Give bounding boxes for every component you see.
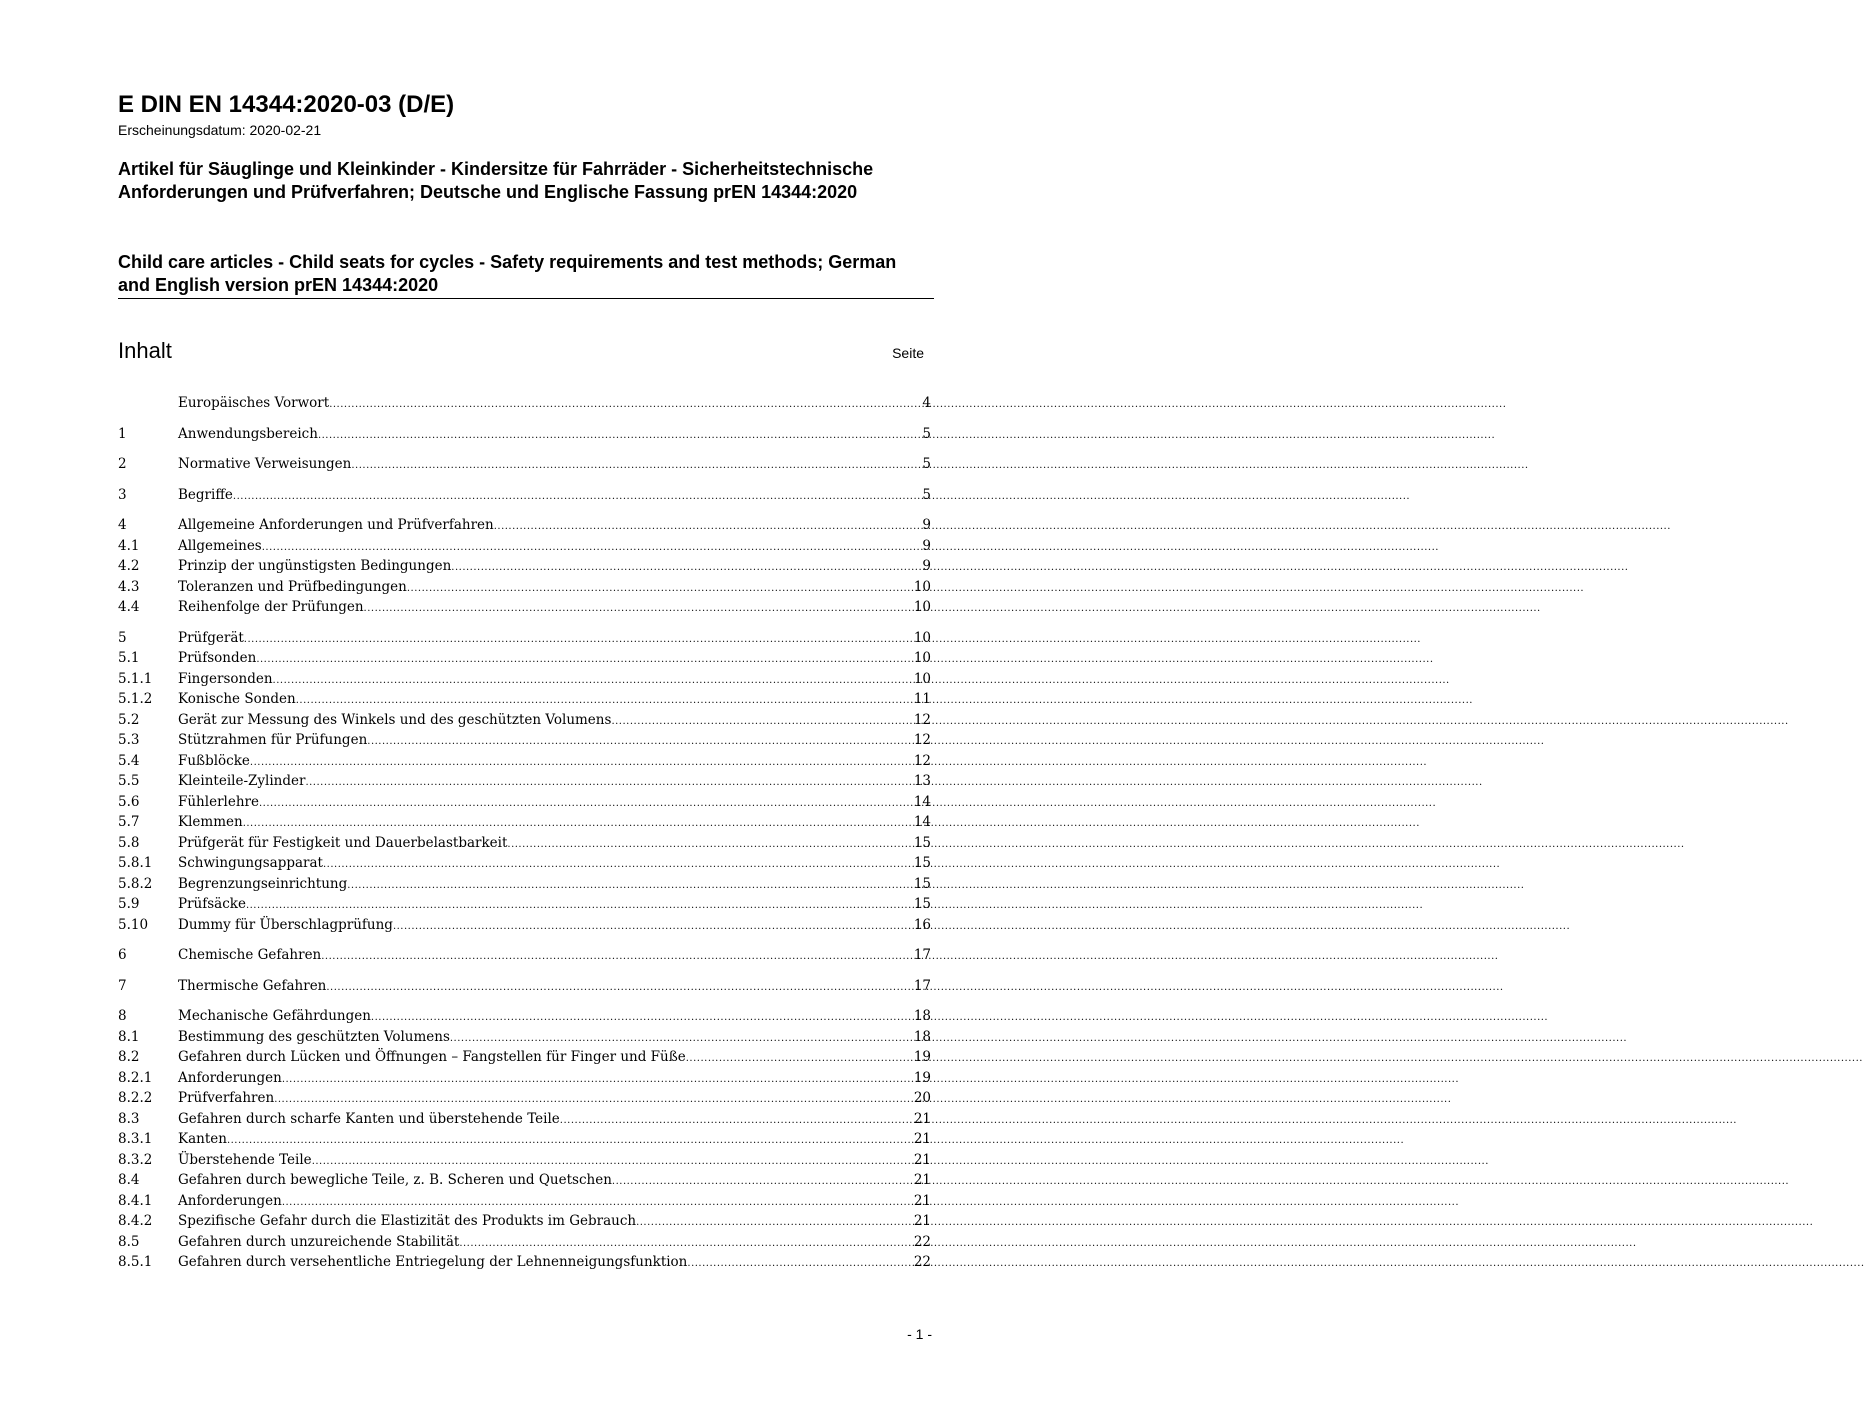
toc-entry-page: 21: [913, 1192, 931, 1209]
toc-entry[interactable]: [118, 454, 931, 475]
toc-entry-number: 5.8.2: [118, 875, 153, 892]
toc-entry-page: 12: [913, 752, 931, 769]
toc-entry[interactable]: [118, 393, 931, 414]
toc-entry[interactable]: [118, 771, 931, 792]
toc-entry-page: 17: [913, 947, 931, 963]
toc-entry-title: Thermische Gefahren: [178, 977, 327, 994]
toc-entry-title: Gefahren durch Lücken und Öffnungen – Fangstellen für Finger und Füße: [178, 1049, 686, 1065]
publication-date: Erscheinungsdatum: 2020-02-21: [118, 122, 322, 138]
toc-leader-dots: [347, 874, 914, 897]
toc-entry-page: 22: [913, 1233, 931, 1250]
toc-entry[interactable]: [118, 485, 931, 506]
toc-entry[interactable]: [118, 1068, 931, 1089]
toc-entry-title: Prinzip der ungünstigsten Bedingungen: [178, 558, 452, 574]
toc-leader-dots: [611, 710, 913, 733]
toc-entry[interactable]: [118, 689, 931, 710]
toc-entry-title: Gefahren durch scharfe Kanten und überstehende Teile: [178, 1110, 560, 1127]
toc-entry-page: 18: [913, 1008, 931, 1024]
toc-leader-dots: [273, 669, 914, 692]
toc-entry[interactable]: [118, 945, 931, 966]
title-english: Child care articles - Child seats for cycles - Safety requirements and test methods; German and English version prEN 14344:2020: [118, 252, 897, 295]
toc-entry[interactable]: [118, 648, 931, 669]
toc-leader-dots: [274, 1088, 914, 1111]
toc-entry-page: 9: [922, 558, 931, 574]
toc-entry-number: 4.3: [118, 578, 140, 595]
toc-entry-title: Gefahren durch bewegliche Teile, z. B. Scheren und Quetschen: [178, 1172, 612, 1188]
toc-entry-title: Toleranzen und Prüfbedingungen: [178, 578, 407, 595]
toc-entry-title: Spezifische Gefahr durch die Elastizität des Produkts im Gebrauch: [178, 1213, 637, 1229]
toc-entry-page: 5: [922, 486, 931, 503]
toc-entry[interactable]: [118, 853, 931, 874]
toc-entry-title: Prüfsonden: [178, 650, 257, 666]
toc-leader-dots: [507, 833, 913, 856]
toc-entry-number: 5.1.2: [118, 691, 153, 707]
toc-entry-page: 13: [913, 773, 931, 789]
toc-leader-dots: [367, 730, 914, 753]
toc-leader-dots: [256, 648, 914, 671]
toc-leader-dots: [407, 577, 914, 600]
toc-entry-number: 8.4.1: [118, 1192, 153, 1209]
toc-entry[interactable]: [118, 556, 931, 577]
toc-entry-title: Dummy für Überschlagprüfung: [178, 916, 393, 933]
toc-entry-page: 15: [913, 875, 931, 892]
toc-entry-title: Konische Sonden: [178, 691, 296, 707]
toc-entry[interactable]: [118, 597, 931, 618]
title-german: Artikel für Säuglinge und Kleinkinder - Kindersitze für Fahrräder - Sicherheitstechnische Anforderungen und Prüfverfahren; Deutsche und Englische Fassung prEN 14344:2020: [118, 159, 874, 202]
toc-leader-dots: [560, 1109, 914, 1132]
toc-entry-title: Mechanische Gefährdungen: [178, 1008, 371, 1024]
toc-leader-dots: [250, 751, 914, 774]
toc-entry-number: 5.8.1: [118, 855, 153, 871]
toc-entry-number: 5.6: [118, 793, 140, 810]
toc-entry[interactable]: [118, 1129, 931, 1150]
toc-entry[interactable]: [118, 874, 931, 895]
toc-entry[interactable]: [118, 628, 931, 649]
toc-entry-page: 5: [922, 456, 931, 472]
toc-entry[interactable]: [118, 710, 931, 731]
toc-entry-title: Anwendungsbereich: [178, 425, 318, 442]
toc-leader-dots: [686, 1047, 914, 1070]
toc-entry-title: Prüfgerät für Festigkeit und Dauerbelastbarkeit: [178, 834, 508, 851]
toc-entry-number: 4: [118, 517, 127, 533]
toc-entry[interactable]: [118, 1211, 931, 1232]
toc-leader-dots: [282, 1191, 914, 1214]
toc-entry[interactable]: [118, 1170, 931, 1191]
toc-entry-title: Kleinteile-Zylinder: [178, 773, 306, 789]
toc-entry[interactable]: [118, 894, 931, 915]
toc-entry-number: 8.5: [118, 1233, 140, 1250]
toc-leader-dots: [371, 1006, 914, 1029]
toc-entry-page: 19: [913, 1069, 931, 1086]
toc-leader-dots: [259, 792, 914, 815]
toc-entry-number: 7: [118, 977, 127, 994]
document-title: E DIN EN 14344:2020-03 (D/E): [118, 91, 455, 118]
toc-entry-page: 14: [913, 814, 931, 830]
toc-entry[interactable]: [118, 577, 931, 598]
toc-entry-page: 18: [913, 1028, 931, 1045]
toc-entry-page: 15: [913, 834, 931, 851]
toc-entry-title: Begriffe: [178, 486, 233, 503]
toc-entry[interactable]: [118, 1191, 931, 1212]
toc-entry-page: 12: [913, 732, 931, 748]
toc-leader-dots: [296, 689, 914, 712]
toc-entry-title: Chemische Gefahren: [178, 947, 322, 963]
toc-entry-number: 4.1: [118, 537, 140, 554]
toc-entry-number: 5.1.1: [118, 670, 153, 687]
toc-leader-dots: [282, 1068, 914, 1091]
toc-entry-title: Anforderungen: [178, 1069, 282, 1086]
toc-leader-dots: [326, 976, 913, 999]
toc-entry-title: Normative Verweisungen: [178, 456, 352, 472]
toc-entry-page: 4: [922, 395, 931, 411]
toc-entry-page: 22: [913, 1254, 931, 1270]
table-of-contents: [118, 393, 931, 1273]
toc-entry-page: 21: [913, 1110, 931, 1127]
toc-entry[interactable]: [118, 730, 931, 751]
toc-entry-number: 4.4: [118, 599, 140, 615]
contents-heading: Inhalt: [118, 338, 172, 363]
toc-leader-dots: [459, 1232, 914, 1255]
toc-entry-title: Fühlerlehre: [178, 793, 259, 810]
toc-entry-page: 9: [922, 537, 931, 554]
toc-entry-page: 21: [913, 1172, 931, 1188]
toc-entry-title: Begrenzungseinrichtung: [178, 875, 348, 892]
toc-entry[interactable]: [118, 792, 931, 813]
toc-leader-dots: [612, 1170, 914, 1193]
toc-entry-title: Anforderungen: [178, 1192, 282, 1209]
toc-entry-title: Reihenfolge der Prüfungen: [178, 599, 364, 615]
toc-entry[interactable]: [118, 1047, 931, 1068]
toc-entry-page: 10: [913, 670, 931, 687]
toc-entry-title: Allgemeines: [178, 537, 262, 554]
toc-entry-page: 12: [913, 711, 931, 728]
toc-entry-page: 14: [913, 793, 931, 810]
toc-entry-page: 15: [913, 896, 931, 912]
toc-entry-page: 21: [913, 1213, 931, 1229]
toc-leader-dots: [312, 1150, 914, 1173]
toc-leader-dots: [451, 556, 922, 579]
toc-entry-page: 11: [913, 691, 931, 707]
toc-entry-title: Klemmen: [178, 814, 243, 830]
toc-entry[interactable]: [118, 976, 931, 997]
toc-entry-number: 8.3.1: [118, 1131, 153, 1147]
toc-entry-title: Stützrahmen für Prüfungen: [178, 732, 368, 748]
toc-leader-dots: [321, 945, 914, 968]
toc-entry[interactable]: [118, 1252, 931, 1273]
toc-entry[interactable]: [118, 1232, 931, 1253]
toc-entry-page: 21: [913, 1131, 931, 1147]
toc-entry-number: 8.4.2: [118, 1213, 153, 1229]
toc-leader-dots: [329, 393, 922, 416]
toc-entry-page: 21: [913, 1151, 931, 1168]
page-column-label: Seite: [892, 345, 924, 361]
toc-entry-number: 5: [118, 629, 127, 646]
toc-entry-number: 8.3: [118, 1110, 140, 1127]
toc-entry-number: 5.3: [118, 732, 140, 748]
toc-entry-page: 16: [913, 916, 931, 933]
toc-entry[interactable]: [118, 1109, 931, 1130]
title-divider: [118, 298, 934, 299]
page-number: - 1 -: [907, 1326, 932, 1342]
toc-leader-dots: [636, 1211, 914, 1234]
toc-entry-number: 5.7: [118, 814, 140, 830]
toc-entry-number: 5.5: [118, 773, 140, 789]
toc-entry[interactable]: [118, 669, 931, 690]
toc-entry[interactable]: [118, 1027, 931, 1048]
toc-leader-dots: [323, 853, 914, 876]
toc-entry-number: 5.9: [118, 896, 140, 912]
toc-leader-dots: [364, 597, 914, 620]
toc-entry-title: Fingersonden: [178, 670, 273, 687]
toc-entry-number: 1: [118, 425, 127, 442]
toc-entry-page: 10: [913, 578, 931, 595]
toc-entry-title: Gerät zur Messung des Winkels und des geschützten Volumens: [178, 711, 612, 728]
toc-entry-title: Gefahren durch unzureichende Stabilität: [178, 1233, 460, 1250]
toc-entry-number: 4.2: [118, 558, 140, 574]
toc-entry-title: Schwingungsapparat: [178, 855, 323, 871]
toc-entry[interactable]: [118, 1150, 931, 1171]
toc-leader-dots: [233, 485, 923, 508]
toc-entry-title: Prüfsäcke: [178, 896, 246, 912]
toc-entry-page: 19: [913, 1049, 931, 1065]
toc-entry-number: 6: [118, 947, 127, 963]
toc-leader-dots: [244, 628, 914, 651]
toc-entry-title: Allgemeine Anforderungen und Prüfverfahren: [178, 517, 494, 533]
toc-entry-number: 8.4: [118, 1172, 140, 1188]
toc-entry-page: 17: [913, 977, 931, 994]
toc-leader-dots: [494, 515, 923, 538]
toc-entry-number: 5.10: [118, 916, 149, 933]
toc-entry[interactable]: [118, 833, 931, 854]
toc-entry-page: 15: [913, 855, 931, 871]
toc-entry-number: 8.1: [118, 1028, 140, 1045]
toc-leader-dots: [243, 812, 914, 835]
toc-leader-dots: [305, 771, 913, 794]
toc-entry-title: Fußblöcke: [178, 752, 250, 769]
toc-leader-dots: [246, 894, 914, 917]
toc-leader-dots: [262, 536, 923, 559]
toc-entry-title: Kanten: [178, 1131, 227, 1147]
toc-leader-dots: [687, 1252, 913, 1275]
toc-leader-dots: [450, 1027, 914, 1050]
toc-entry-number: 8: [118, 1008, 127, 1024]
toc-entry-number: 8.2: [118, 1049, 140, 1065]
toc-entry[interactable]: [118, 1006, 931, 1027]
toc-entry[interactable]: [118, 515, 931, 536]
toc-entry-number: 3: [118, 486, 127, 503]
toc-entry[interactable]: [118, 915, 931, 936]
toc-entry-title: Europäisches Vorwort: [178, 395, 330, 411]
toc-leader-dots: [318, 424, 922, 447]
toc-entry-number: 8.2.2: [118, 1090, 153, 1106]
toc-entry-number: 5.4: [118, 752, 140, 769]
toc-leader-dots: [351, 454, 922, 477]
toc-entry-number: 5.8: [118, 834, 140, 851]
toc-leader-dots: [227, 1129, 914, 1152]
toc-entry-page: 5: [922, 425, 931, 442]
toc-entry-number: 2: [118, 456, 127, 472]
toc-entry-number: 8.2.1: [118, 1069, 153, 1086]
toc-entry-title: Bestimmung des geschützten Volumens: [178, 1028, 450, 1045]
toc-entry-number: 8.5.1: [118, 1254, 153, 1270]
toc-entry-page: 9: [922, 517, 931, 533]
toc-entry-title: Prüfverfahren: [178, 1090, 275, 1106]
toc-entry-number: 5.1: [118, 650, 140, 666]
toc-entry[interactable]: [118, 812, 931, 833]
toc-entry-page: 10: [913, 650, 931, 666]
toc-entry-page: 10: [913, 599, 931, 615]
toc-entry-title: Prüfgerät: [178, 629, 244, 646]
toc-entry-page: 10: [913, 629, 931, 646]
toc-entry-title: Gefahren durch versehentliche Entriegelung der Lehnenneigungsfunktion: [178, 1254, 688, 1270]
toc-entry[interactable]: [118, 751, 931, 772]
toc-entry[interactable]: [118, 424, 931, 445]
toc-entry-number: 5.2: [118, 711, 140, 728]
toc-leader-dots: [393, 915, 914, 938]
toc-entry-page: 20: [913, 1090, 931, 1106]
toc-entry-title: Überstehende Teile: [178, 1151, 312, 1168]
toc-entry-number: 8.3.2: [118, 1151, 153, 1168]
toc-entry[interactable]: [118, 536, 931, 557]
toc-entry[interactable]: [118, 1088, 931, 1109]
